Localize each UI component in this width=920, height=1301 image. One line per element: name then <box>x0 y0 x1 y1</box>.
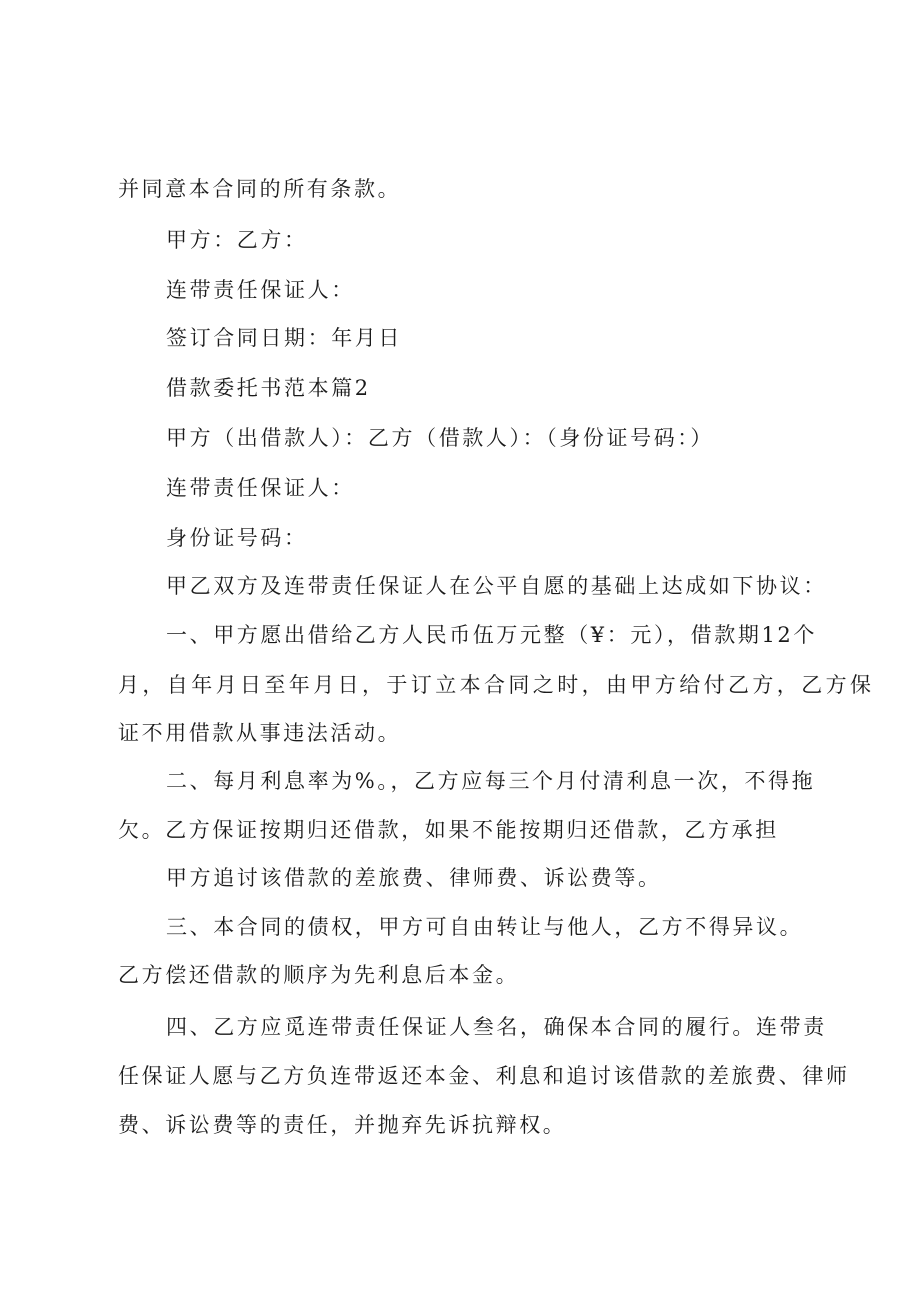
text-line: 一、甲方愿出借给乙方人民币伍万元整（¥：元），借款期12个 <box>166 623 817 647</box>
text-line: 并同意本合同的所有条款。 <box>118 177 402 201</box>
text-line: 证不用借款从事违法活动。 <box>118 721 402 745</box>
text-line: 月，自年月日至年月日，于订立本合同之时，由甲方给付乙方，乙方保 <box>118 673 875 697</box>
text-line: 甲方追讨该借款的差旅费、律师费、诉讼费等。 <box>166 866 662 890</box>
text-line: 二、每月利息率为%。，乙方应每三个月付清利息一次，不得拖 <box>166 769 816 793</box>
text-line: 任保证人愿与乙方负连带返还本金、利息和追讨该借款的差旅费、律师 <box>118 1064 850 1088</box>
text-line: 费、诉讼费等的责任，并抛弃先诉抗辩权。 <box>118 1113 567 1137</box>
text-line: 乙方偿还借款的顺序为先利息后本金。 <box>118 963 520 987</box>
text-line: 甲方（出借款人）：乙方（借款人）：（身份证号码：） <box>166 426 714 450</box>
text-line: 甲方：乙方： <box>166 228 308 252</box>
text-line: 签订合同日期：年月日 <box>166 326 402 350</box>
text-line: 连带责任保证人： <box>166 476 355 500</box>
text-line: 连带责任保证人： <box>166 278 355 302</box>
section-heading: 借款委托书范本篇2 <box>166 376 371 400</box>
text-line: 身份证号码： <box>166 526 308 550</box>
text-line: 欠。乙方保证按期归还借款，如果不能按期归还借款，乙方承担 <box>118 818 779 842</box>
text-line: 三、本合同的债权，甲方可自由转让与他人，乙方不得异议。 <box>166 915 804 939</box>
text-line: 甲乙双方及连带责任保证人在公平自愿的基础上达成如下协议： <box>166 574 827 598</box>
text-line: 四、乙方应觅连带责任保证人叁名，确保本合同的履行。连带责 <box>166 1015 827 1039</box>
